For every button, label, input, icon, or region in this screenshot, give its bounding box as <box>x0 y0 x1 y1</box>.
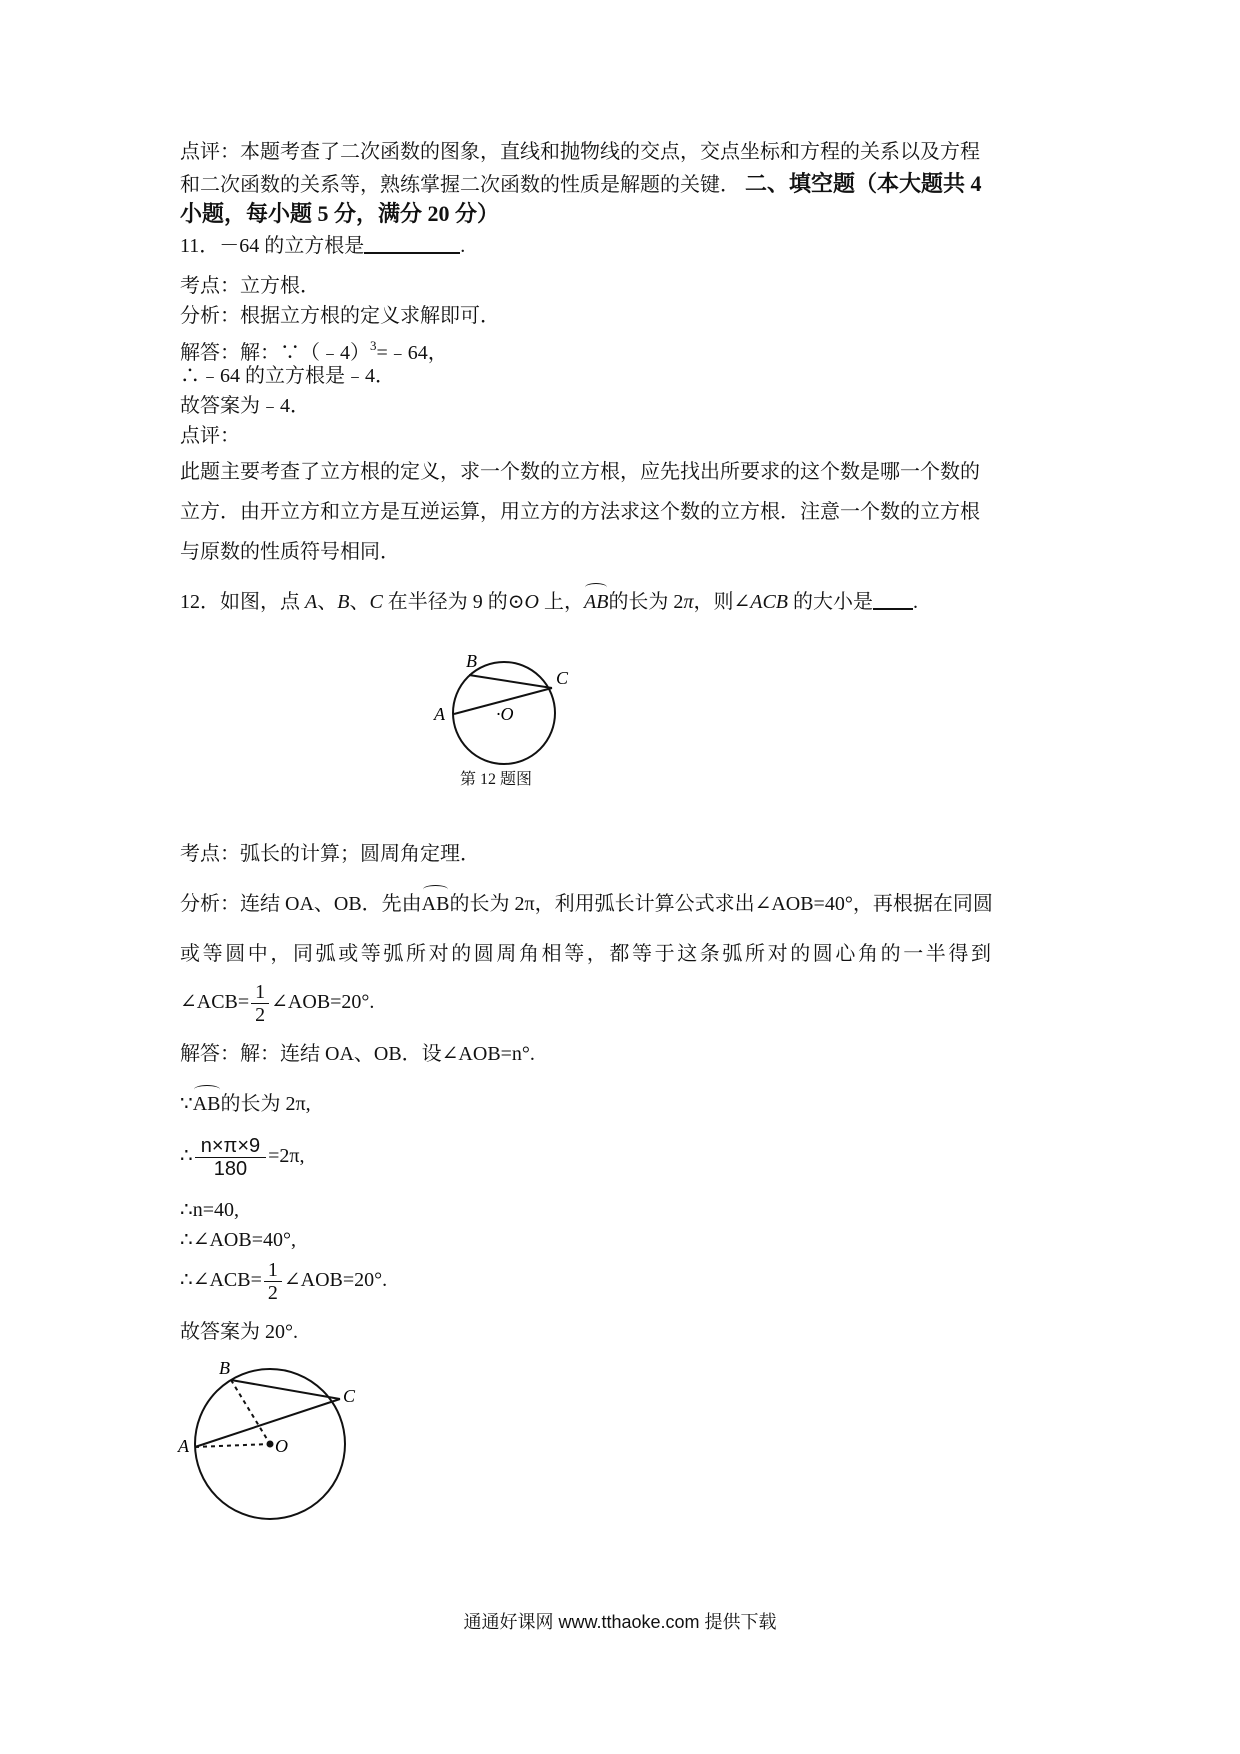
q11-fenxi: 分析：根据立方根的定义求解即可． <box>180 305 500 327</box>
label-c: C <box>556 668 569 688</box>
arc-ab: AB <box>584 588 608 616</box>
answer-blank <box>873 588 913 610</box>
label-b: B <box>219 1358 230 1378</box>
text: ∴∠ACB= <box>180 1269 262 1291</box>
text: 上， <box>539 591 584 613</box>
text: A <box>305 591 318 613</box>
q12-acb-eq <box>180 1256 387 1304</box>
q11-answer: 故答案为﹣4． <box>180 395 310 417</box>
fraction-half <box>251 981 269 1026</box>
denominator: 2 <box>255 1003 266 1026</box>
q11-dianping-1: 此题主要考查了立方根的定义，求一个数的立方根，应先找出所要求的这个数是哪一个数的 <box>180 461 980 483</box>
figure-12 <box>430 655 600 780</box>
text: ∠AOB=20°. <box>271 991 375 1013</box>
text: 的大小是 <box>788 591 874 613</box>
footer: 通通好课网 www.tthaoke.com 提供下载 <box>463 1612 777 1632</box>
text: . <box>913 591 919 613</box>
text: 点评：本题考查了二次函数的图象，直线和抛物线的交点，交点坐标和方程的关系以及方程 <box>180 141 980 163</box>
q12-aob-eq: ∴∠AOB=40°, <box>180 1229 296 1251</box>
radius-ob <box>231 1380 270 1444</box>
q12-n-eq: ∴n=40, <box>180 1199 240 1221</box>
text: 12．如图，点 <box>180 591 305 613</box>
text: . <box>460 235 466 257</box>
q11-step: ∴﹣64 的立方根是﹣4． <box>180 365 395 387</box>
q11-stem <box>180 232 465 260</box>
prev-comment-line1 <box>180 138 980 166</box>
figure-caption: 第 12 题图 <box>460 771 533 788</box>
text: C <box>369 591 383 613</box>
radius-oa <box>195 1444 270 1447</box>
text: =﹣64， <box>376 342 448 364</box>
text: O <box>524 591 539 613</box>
text: 的长为 2 <box>608 591 684 613</box>
text: ∠AOB=20°. <box>283 1269 388 1291</box>
q12-stem <box>180 588 918 616</box>
text: 分析：连结 OA、OB．先由 <box>180 893 422 915</box>
chord-ac <box>195 1399 340 1447</box>
text: 在半径为 9 的⊙ <box>382 591 525 613</box>
numerator: 1 <box>264 1259 282 1282</box>
numerator: 1 <box>251 981 269 1004</box>
fraction-arc-length <box>195 1135 266 1180</box>
label-b: B <box>466 655 477 671</box>
q12-formula <box>180 1132 305 1180</box>
q11-dianping-2: 立方．由开立方和立方是互逆运算，用立方的方法求这个数的立方根．注意一个数的立方根 <box>180 501 980 523</box>
q12-kaodian: 考点：弧长的计算；圆周角定理． <box>180 843 480 865</box>
denominator: 2 <box>267 1281 278 1304</box>
q11-dianping-label: 点评： <box>180 425 240 447</box>
text: 的长为 2π，利用弧长计算公式求出∠AOB=40°，再根据在同圆 <box>449 893 993 915</box>
fraction-half <box>264 1259 282 1304</box>
text: ∵ <box>180 1093 193 1115</box>
q12-jieda: 解答：解：连结 OA、OB．设∠AOB=n°. <box>180 1043 535 1065</box>
prev-comment-line2 <box>180 170 982 199</box>
label-c: C <box>343 1386 356 1406</box>
text: 解答：解：∵（﹣4） <box>180 342 370 364</box>
q11-dianping-3: 与原数的性质符号相同． <box>180 541 400 563</box>
text: π <box>683 591 694 613</box>
text: 和二次函数的关系等，熟练掌握二次函数的性质是解题的关键． <box>180 174 740 196</box>
label-a: A <box>178 1436 189 1456</box>
text: ∠ACB= <box>180 991 250 1013</box>
label-o: ·O <box>496 704 514 724</box>
text: 、 <box>349 591 370 613</box>
text: ACB <box>750 591 789 613</box>
section-title-cont: 小题，每小题 5 分，满分 20 分） <box>180 201 500 226</box>
q12-because <box>180 1090 311 1118</box>
text: =2π, <box>268 1145 305 1167</box>
q12-answer: 故答案为 20°. <box>180 1321 298 1343</box>
denominator: 180 <box>213 1157 248 1180</box>
label-a: A <box>434 704 445 724</box>
arc-ab: AB <box>422 890 450 918</box>
text: ∴ <box>180 1145 193 1167</box>
text: 11．－64 的立方根是 <box>180 235 365 257</box>
q12-fenxi-3 <box>180 978 374 1026</box>
numerator: n×π×9 <box>195 1135 266 1158</box>
arc-ab: AB <box>193 1090 221 1118</box>
chord-bc <box>231 1380 340 1399</box>
section-title: 二、填空题（本大题共 4 <box>745 171 982 196</box>
text: B <box>337 591 350 613</box>
text: 的长为 2π, <box>220 1093 311 1115</box>
solution-figure <box>175 1352 375 1522</box>
q12-fenxi-1 <box>180 890 993 918</box>
q12-fenxi-2: 或等圆中，同弧或等弧所对的圆周角相等，都等于这条弧所对的圆心角的一半得到 <box>180 943 994 965</box>
q11-kaodian: 考点：立方根． <box>180 275 320 297</box>
text: 、 <box>317 591 338 613</box>
label-o: O <box>275 1436 288 1456</box>
text: ，则∠ <box>693 591 751 613</box>
answer-blank <box>364 232 460 254</box>
center-point <box>267 1441 274 1448</box>
superscript: 3 <box>370 338 377 353</box>
